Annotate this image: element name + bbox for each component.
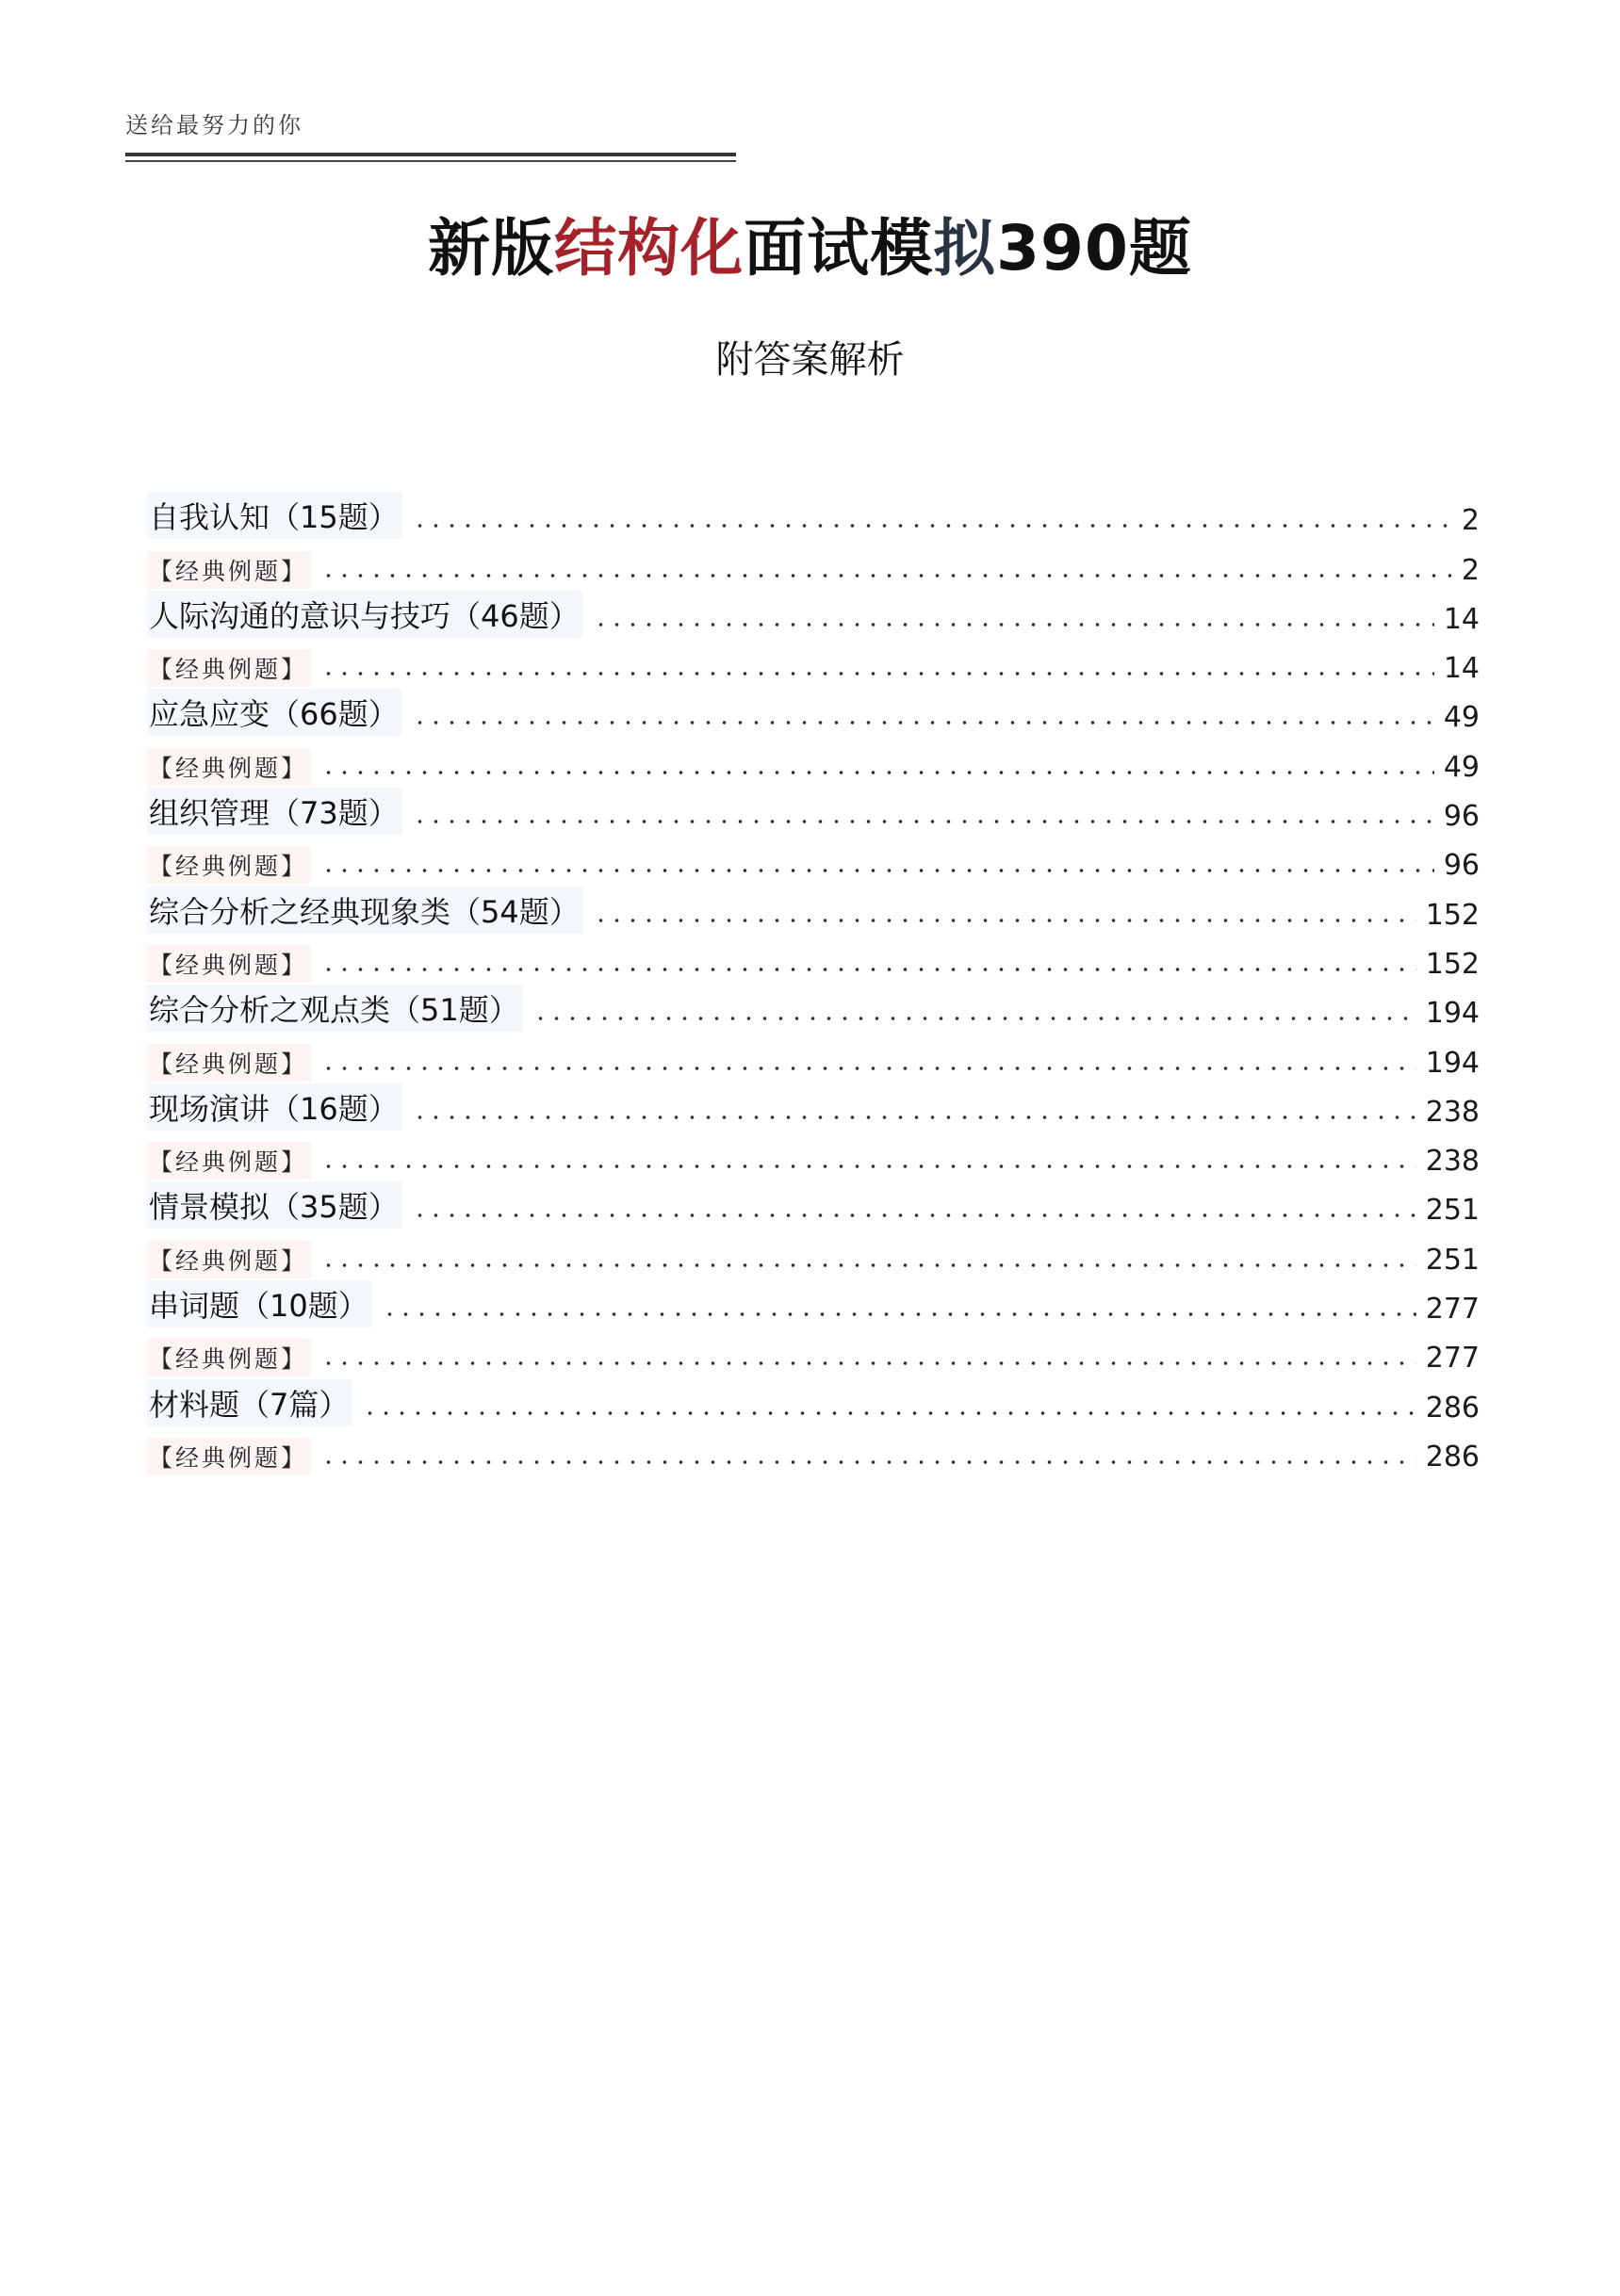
- dot-leader: [412, 820, 1434, 823]
- document-subtitle: 附答案解析: [715, 338, 905, 382]
- toc-entry[interactable]: [147, 1278, 1480, 1327]
- toc-entry[interactable]: [147, 835, 1480, 884]
- dot-leader: [382, 1312, 1416, 1316]
- toc-label: 【经典例题】: [147, 846, 311, 884]
- toc-label: 材料题（7篇）: [147, 1379, 352, 1426]
- toc-page-number: 286: [1425, 1391, 1480, 1425]
- table-of-contents: [147, 490, 1480, 1475]
- toc-label: 【经典例题】: [147, 1241, 311, 1278]
- dot-leader: [532, 1017, 1416, 1020]
- toc-entry[interactable]: [147, 1327, 1480, 1376]
- toc-page-number: 286: [1425, 1440, 1480, 1474]
- dot-leader: [320, 869, 1434, 872]
- toc-page-number: 251: [1425, 1194, 1480, 1228]
- toc-label: 【经典例题】: [147, 551, 311, 589]
- toc-label: 情景模拟（35题）: [147, 1181, 402, 1229]
- toc-page-number: 251: [1425, 1243, 1480, 1277]
- header-tagline: 送给最努力的你: [125, 112, 303, 138]
- toc-entry[interactable]: [147, 983, 1480, 1032]
- toc-label: 现场演讲（16题）: [147, 1083, 402, 1131]
- title-part-1: 新版: [428, 212, 555, 285]
- dot-leader: [412, 721, 1434, 725]
- toc-page-number: 277: [1425, 1293, 1480, 1327]
- toc-page-number: 2: [1461, 553, 1480, 587]
- toc-label: 综合分析之观点类（51题）: [147, 985, 523, 1032]
- toc-entry[interactable]: [147, 490, 1480, 539]
- document-title: [0, 198, 1620, 287]
- toc-entry[interactable]: [147, 884, 1480, 933]
- dot-leader: [320, 968, 1416, 971]
- toc-page-number: 49: [1443, 750, 1480, 784]
- title-part-3: 面试模: [744, 212, 934, 285]
- header-rule-thick: [125, 153, 736, 156]
- toc-entry[interactable]: [147, 786, 1480, 835]
- toc-page-number: 152: [1425, 898, 1480, 932]
- dot-leader: [320, 1263, 1416, 1267]
- toc-entry[interactable]: [147, 1180, 1480, 1229]
- title-part-5: 390题: [996, 212, 1192, 285]
- toc-page-number: 277: [1425, 1342, 1480, 1376]
- toc-page-number: 194: [1425, 1046, 1480, 1080]
- toc-entry[interactable]: [147, 1426, 1480, 1475]
- toc-entry[interactable]: [147, 638, 1480, 687]
- toc-page-number: 49: [1443, 701, 1480, 735]
- toc-entry[interactable]: [147, 736, 1480, 785]
- toc-label: 应急应变（66题）: [147, 689, 402, 736]
- toc-entry[interactable]: [147, 1082, 1480, 1131]
- toc-page-number: 96: [1443, 800, 1480, 834]
- dot-leader: [320, 1067, 1416, 1070]
- toc-entry[interactable]: [147, 539, 1480, 588]
- toc-entry[interactable]: [147, 589, 1480, 638]
- toc-entry[interactable]: [147, 1229, 1480, 1278]
- dot-leader: [320, 574, 1451, 578]
- toc-label: 【经典例题】: [147, 1044, 311, 1082]
- dot-leader: [320, 1164, 1416, 1168]
- dot-leader: [320, 672, 1434, 676]
- dot-leader: [412, 1213, 1416, 1217]
- toc-label: 【经典例题】: [147, 649, 311, 687]
- toc-label: 自我认知（15题）: [147, 492, 402, 539]
- dot-leader: [320, 1361, 1416, 1365]
- toc-page-number: 96: [1443, 849, 1480, 883]
- dot-leader: [320, 771, 1434, 774]
- toc-entry[interactable]: [147, 687, 1480, 736]
- page-header: [125, 111, 736, 162]
- toc-entry[interactable]: [147, 1376, 1480, 1425]
- toc-label: 串词题（10题）: [147, 1280, 372, 1327]
- dot-leader: [593, 919, 1416, 922]
- toc-page-number: 152: [1425, 947, 1480, 981]
- toc-entry[interactable]: [147, 934, 1480, 983]
- dot-leader: [412, 524, 1451, 528]
- header-rule-thin: [125, 160, 736, 162]
- toc-label: 【经典例题】: [147, 1438, 311, 1475]
- toc-label: 【经典例题】: [147, 748, 311, 786]
- title-part-4: 拟: [933, 212, 997, 285]
- toc-label: 【经典例题】: [147, 1142, 311, 1180]
- dot-leader: [362, 1411, 1415, 1415]
- title-accent: 结构化: [554, 212, 745, 285]
- toc-label: 人际沟通的意识与技巧（46题）: [147, 591, 583, 638]
- toc-page-number: 2: [1461, 504, 1480, 538]
- toc-label: 【经典例题】: [147, 1339, 311, 1376]
- toc-page-number: 14: [1443, 652, 1480, 686]
- toc-page-number: 14: [1443, 602, 1480, 636]
- toc-label: 综合分析之经典现象类（54题）: [147, 887, 583, 934]
- dot-leader: [320, 1460, 1416, 1464]
- toc-label: 【经典例题】: [147, 945, 311, 983]
- dot-leader: [593, 623, 1434, 627]
- dot-leader: [412, 1115, 1416, 1119]
- toc-label: 组织管理（73题）: [147, 788, 402, 835]
- toc-page-number: 238: [1425, 1145, 1480, 1179]
- toc-page-number: 194: [1425, 997, 1480, 1031]
- toc-page-number: 238: [1425, 1095, 1480, 1129]
- toc-entry[interactable]: [147, 1032, 1480, 1081]
- toc-entry[interactable]: [147, 1131, 1480, 1180]
